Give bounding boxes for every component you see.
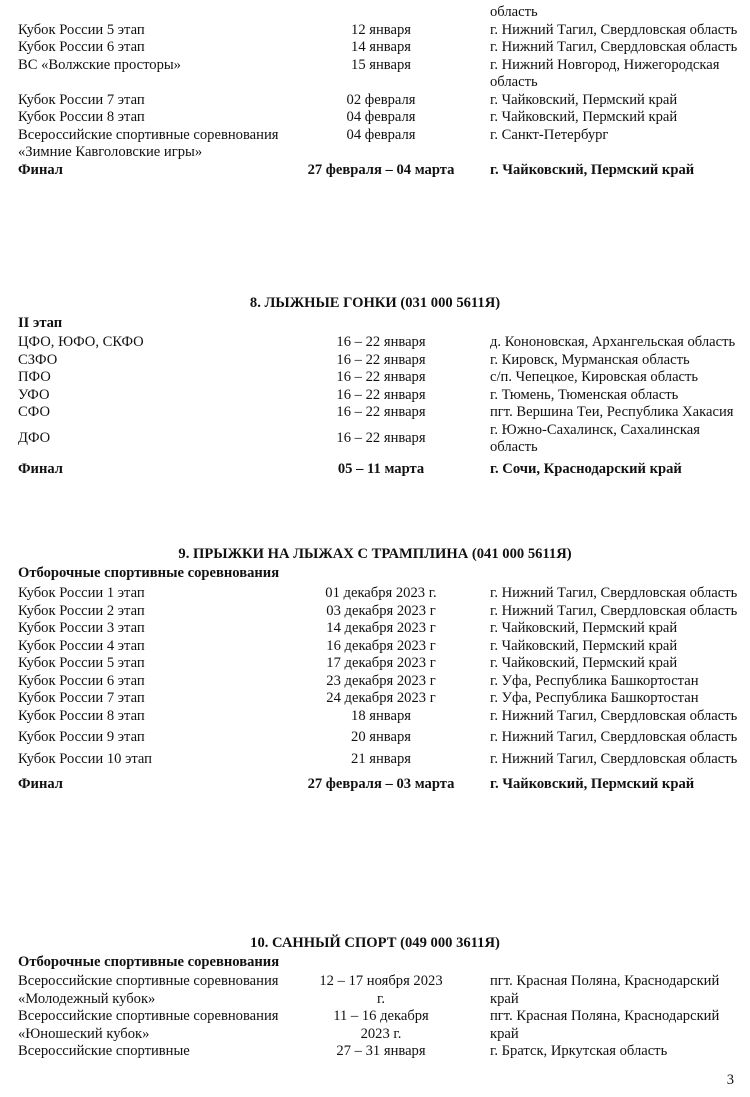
date-cell: 12 января [351, 21, 411, 38]
place-cell: г. Нижний Тагил, Свердловская область [490, 602, 738, 619]
place-cell: д. Кононовская, Архангельская область [490, 334, 736, 350]
table-row [18, 22, 744, 40]
schedule-table-section-9 [18, 585, 744, 794]
event-cell: Кубок России 8 этап [18, 707, 145, 724]
section-heading-10: 10. САННЫЙ СПОРТ (049 000 3611Я) [250, 935, 500, 951]
event-cell: ЦФО, ЮФО, СКФО [18, 334, 144, 350]
table-row [18, 57, 744, 92]
section-subheading-9: Отборочные спортивные соревнования [18, 565, 280, 581]
table-row [18, 404, 744, 422]
date-cell: 01 декабря 2023 г. [325, 585, 437, 601]
table-row [18, 747, 744, 769]
section-subheading-10: Отборочные спортивные соревнования [18, 954, 280, 970]
place-cell: г. Братск, Иркутская область [490, 1043, 668, 1059]
table-row [18, 387, 744, 405]
place-cell: г. Тюмень, Тюменская область [490, 386, 679, 403]
date-cell: 16 – 22 января [336, 386, 426, 403]
event-cell: Кубок России 4 этап [18, 637, 145, 654]
place-cell: г. Нижний Тагил, Свердловская область [490, 39, 738, 55]
event-cell: Кубок России 10 этап [18, 750, 152, 767]
event-cell: ВС «Волжские просторы» [18, 56, 181, 73]
event-cell: Кубок России 9 этап [18, 729, 145, 745]
event-cell: Кубок России 8 этап [18, 109, 145, 125]
place-cell: г. Нижний Новгород, Нижегородская область [490, 56, 720, 90]
event-cell: Кубок России 1 этап [18, 585, 145, 601]
date-cell: 27 февраля – 04 марта [307, 161, 455, 178]
table-row [18, 673, 744, 691]
event-cell: Кубок России 7 этап [18, 690, 145, 706]
place-cell: г. Чайковский, Пермский край [490, 620, 678, 636]
date-cell: 14 января [351, 39, 411, 55]
date-cell: 02 февраля [346, 91, 416, 108]
place-cell: г. Уфа, Республика Башкортостан [490, 690, 699, 706]
date-cell: 11 – 16 декабря 2023 г. [333, 1008, 429, 1042]
place-cell: г. Нижний Тагил, Свердловская область [490, 729, 738, 745]
place-cell: г. Чайковский, Пермский край [490, 776, 695, 792]
schedule-table-section-8 [18, 334, 744, 478]
schedule-table-section-10 [18, 973, 744, 1061]
place-cell: г. Чайковский, Пермский край [490, 161, 695, 178]
event-cell: ПФО [18, 369, 51, 385]
date-cell: 17 декабря 2023 г [326, 655, 436, 671]
event-cell: Всероссийские спортивные [18, 1043, 190, 1059]
table-row [18, 690, 744, 708]
place-cell: г. Чайковский, Пермский край [490, 637, 678, 654]
date-cell: 27 – 31 января [336, 1043, 426, 1059]
event-cell: Финал [18, 161, 63, 178]
table-row [18, 109, 744, 127]
date-cell: 14 декабря 2023 г [326, 620, 436, 636]
table-row [18, 4, 744, 22]
table-row [18, 39, 744, 57]
date-cell: 16 – 22 января [336, 334, 426, 350]
event-cell: Финал [18, 776, 63, 792]
date-cell: 03 декабря 2023 г [326, 602, 436, 619]
place-cell: г. Южно-Сахалинск, Сахалинская область [490, 421, 700, 455]
table-row-final [18, 457, 744, 479]
place-cell: г. Чайковский, Пермский край [490, 655, 678, 671]
page-number: 3 [726, 1072, 734, 1088]
table-row [18, 369, 744, 387]
event-cell: Кубок России 2 этап [18, 602, 145, 619]
section-subheading-8: II этап [18, 315, 63, 331]
table-row [18, 1008, 744, 1043]
date-cell: 12 – 17 ноября 2023 г. [319, 973, 443, 1007]
event-cell: Кубок России 6 этап [18, 39, 145, 55]
date-cell: 15 января [351, 56, 411, 73]
place-cell: г. Нижний Тагил, Свердловская область [490, 707, 738, 724]
place-cell: область [490, 4, 538, 20]
date-cell: 16 – 22 января [336, 351, 426, 368]
event-cell: УФО [18, 386, 50, 403]
date-cell: 05 – 11 марта [337, 460, 425, 477]
place-cell: г. Нижний Тагил, Свердловская область [490, 21, 738, 38]
place-cell: г. Кировск, Мурманская область [490, 351, 690, 368]
table-row [18, 334, 744, 352]
event-cell: ДФО [18, 430, 51, 447]
date-cell: 27 февраля – 03 марта [307, 776, 455, 792]
event-cell: Кубок России 7 этап [18, 91, 145, 108]
event-cell: Кубок России 5 этап [18, 21, 145, 38]
date-cell: 24 декабря 2023 г [326, 690, 436, 706]
table-row [18, 620, 744, 638]
date-cell: 16 декабря 2023 г [326, 637, 436, 654]
place-cell: г. Нижний Тагил, Свердловская область [490, 585, 738, 601]
date-cell: 04 февраля [346, 126, 416, 143]
event-cell: Всероссийские спортивные соревнования «Зимние Кавголовские игры» [18, 126, 279, 160]
event-cell: СФО [18, 404, 50, 420]
event-cell: Кубок России 3 этап [18, 620, 145, 636]
table-row [18, 973, 744, 1008]
date-cell: 18 января [351, 707, 411, 724]
table-row [18, 585, 744, 603]
place-cell: г. Уфа, Республика Башкортостан [490, 672, 699, 689]
place-cell: г. Нижний Тагил, Свердловская область [490, 750, 738, 767]
table-row [18, 92, 744, 110]
event-cell [18, 4, 288, 22]
date-cell: 04 февраля [346, 109, 416, 125]
date-cell: 16 – 22 января [336, 430, 426, 447]
date-cell: 21 января [351, 750, 411, 767]
event-cell: Всероссийские спортивные соревнования «Юношеский кубок» [18, 1008, 279, 1042]
place-cell: г. Чайковский, Пермский край [490, 109, 678, 125]
event-cell: Кубок России 5 этап [18, 655, 145, 671]
table-row [18, 1043, 744, 1061]
table-row [18, 352, 744, 370]
place-cell: г. Санкт-Петербург [490, 126, 609, 143]
section-heading-9: 9. ПРЫЖКИ НА ЛЫЖАХ С ТРАМПЛИНА (041 000 5611Я) [178, 546, 572, 562]
place-cell: пгт. Вершина Теи, Республика Хакасия [490, 404, 734, 420]
event-cell: Кубок России 6 этап [18, 672, 145, 689]
table-row [18, 127, 744, 162]
table-row [18, 725, 744, 747]
date-cell: 23 декабря 2023 г [326, 672, 436, 689]
date-cell [288, 4, 474, 22]
table-row-final [18, 768, 744, 794]
table-row [18, 603, 744, 621]
event-cell: Всероссийские спортивные соревнования «Молодежный кубок» [18, 973, 279, 1007]
table-row [18, 655, 744, 673]
event-cell: СЗФО [18, 351, 58, 368]
section-heading-8: 8. ЛЫЖНЫЕ ГОНКИ (031 000 5611Я) [249, 295, 501, 311]
table-row [18, 638, 744, 656]
date-cell: 16 – 22 января [336, 404, 426, 420]
table-row [18, 708, 744, 726]
date-cell: 16 – 22 января [336, 369, 426, 385]
table-row-final [18, 162, 744, 180]
schedule-table-top [18, 4, 744, 179]
place-cell: г. Чайковский, Пермский край [490, 91, 678, 108]
place-cell: с/п. Чепецкое, Кировская область [490, 369, 699, 385]
place-cell: пгт. Красная Поляна, Краснодарский край [490, 973, 720, 1007]
event-cell: Финал [18, 460, 63, 477]
place-cell: пгт. Красная Поляна, Краснодарский край [490, 1008, 720, 1042]
place-cell: г. Сочи, Краснодарский край [490, 460, 682, 477]
date-cell: 20 января [351, 729, 411, 745]
table-row [18, 422, 744, 457]
